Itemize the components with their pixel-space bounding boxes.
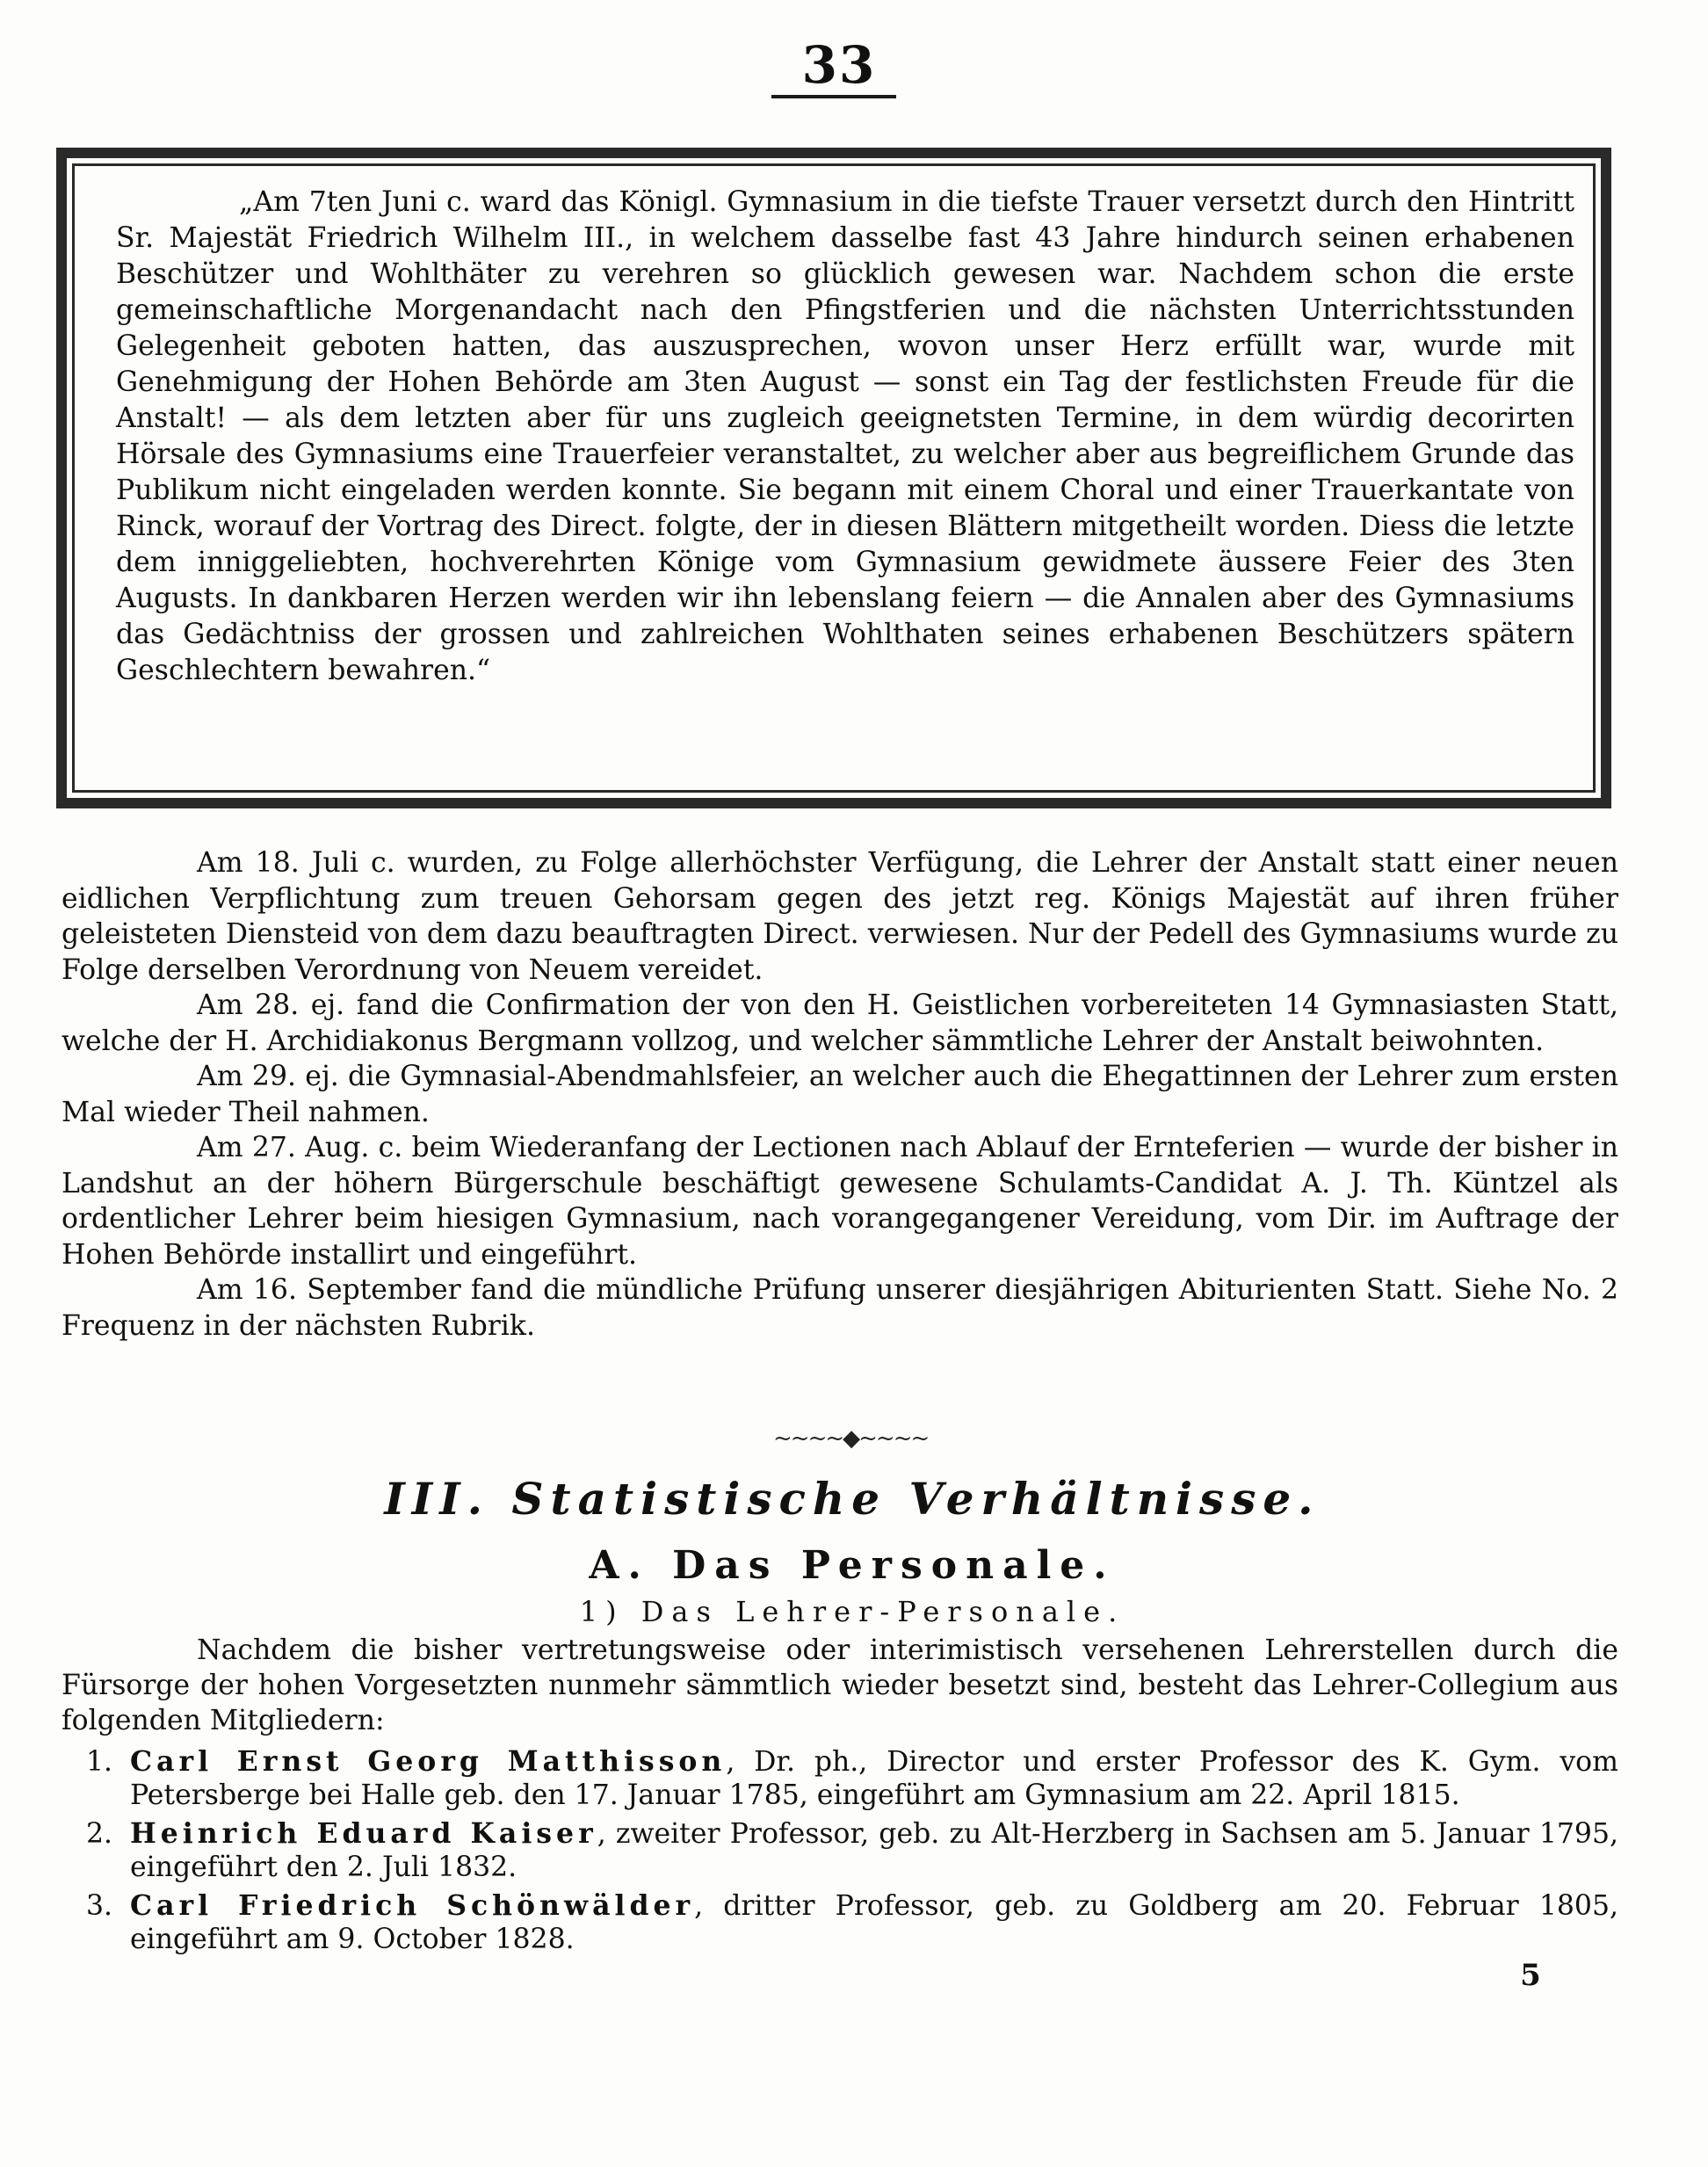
subsubsection-heading: 1) Das Lehrer-Personale. xyxy=(579,1595,1125,1628)
staff-list xyxy=(62,1745,1618,1961)
staff-entry xyxy=(130,1817,1618,1884)
sheet-signature-mark: 5 xyxy=(1520,1958,1541,1993)
intro-paragraph: Nachdem die bisher vertretungsweise oder interimistisch versehenen Lehrerstellen durch die Fürsorge der hohen Vorgesetzten nunmehr sämmtlich wieder besetzt sind, besteht das Lehrer-Collegium aus folgenden Mitgliedern: xyxy=(62,1634,1618,1736)
staff-number: 2. xyxy=(86,1818,113,1850)
staff-number: 1. xyxy=(86,1746,113,1778)
framed-quotation-box xyxy=(56,148,1611,808)
staff-intro xyxy=(62,1633,1618,1738)
staff-name: Carl Friedrich Schönwälder xyxy=(130,1889,695,1922)
chronicle-paragraph: Am 27. Aug. c. beim Wiederanfang der Lectionen nach Ablauf der Ernteferien — wurde der bisher in Landshut an der höhern Bürgerschule beschäftigt gewesene Schulamts-Candidat A. J. Th. Küntzel als ordentlicher Lehrer beim hiesigen Gymnasium, nach vorangegangener Vereidung, vom Dir. im Auftrage der Hohen Behörde installirt und eingeführt. xyxy=(62,1132,1618,1271)
staff-details: , Dr. ph., Director und erster Professor des K. Gym. vom Petersberge bei Halle geb. den 17. Januar 1785, eingeführt am Gymnasium am 22. April 1815. xyxy=(130,1746,1618,1811)
page-number-underline xyxy=(771,95,896,98)
ornament-divider: ~~~~◆~~~~ xyxy=(773,1425,929,1452)
staff-item xyxy=(62,1817,1618,1884)
page-number: 33 xyxy=(801,35,877,95)
chronicle-paragraph: Am 28. ej. fand die Confirmation der von den H. Geistlichen vorbereiteten 14 Gymnasiasten Statt, welche der H. Archidiakonus Bergmann vollzog, und welcher sämmtliche Lehrer der Anstalt beiwohnten. xyxy=(62,989,1618,1057)
chronicle-paragraph: Am 18. Juli c. wurden, zu Folge allerhöchster Verfügung, die Lehrer der Anstalt statt einer neuen eidlichen Verpflichtung zum treuen Gehorsam gegen des jetzt reg. Königs Majestät auf ihren früher geleisteten Diensteid von dem dazu beauftragten Direct. verwiesen. Nur der Pedell des Gymnasiums wurde zu Folge derselben Verordnung von Neuem vereidet. xyxy=(62,847,1618,986)
staff-item xyxy=(62,1889,1618,1956)
staff-item xyxy=(62,1745,1618,1812)
framed-paragraph: „Am 7ten Juni c. ward das Königl. Gymnasium in die tiefste Trauer versetzt durch den Hintritt Sr. Majestät Friedrich Wilhelm III., in welchem dasselbe fast 43 Jahre hindurch seinen erhabenen Beschützer und Wohlthäter zu verehren so glücklich gewesen war. Nachdem schon die erste gemeinschaftliche Morgenandacht nach den Pfingstferien und die nächsten Unterrichtsstunden Gelegenheit geboten hatten, das auszusprechen, wovon unser Herz erfüllt war, wurde mit Genehmigung der Hohen Behörde am 3ten August — sonst ein Tag der festlichsten Freude für die Anstalt! — als dem letzten aber für uns zugleich geeignetsten Termine, in dem würdig decorirten Hörsale des Gymnasiums eine Trauerfeier veranstaltet, zu welcher aber aus begreiflichem Grunde das Publikum nicht eingeladen werden konnte. Sie begann mit einem Choral und einer Trauerkantate von Rinck, worauf der Vortrag des Direct. folgte, der in diesen Blättern mitgetheilt worden. Diess die letzte dem inniggeliebten, hochverehrten Könige vom Gymnasium gewidmete äussere Feier des 3ten Augusts. In dankbaren Herzen werden wir ihn lebenslang feiern — die Annalen aber des Gymnasiums das Gedächtniss der grossen und zahlreichen Wohlthaten seines erhabenen Beschützers spätern Geschlechtern bewahren.“ xyxy=(116,186,1574,686)
subsection-heading: A. Das Personale. xyxy=(589,1543,1116,1588)
chronicle-paragraph: Am 29. ej. die Gymnasial-Abendmahlsfeier, an welcher auch die Ehegattinnen der Lehrer zum ersten Mal wieder Theil nahmen. xyxy=(62,1061,1618,1128)
staff-number: 3. xyxy=(86,1890,113,1922)
staff-details: , dritter Professor, geb. zu Goldberg am 20. Februar 1805, eingeführt am 9. October 1828. xyxy=(130,1890,1618,1955)
section-heading: III. Statistische Verhältnisse. xyxy=(384,1473,1321,1525)
staff-entry xyxy=(130,1889,1618,1956)
chronicle-section xyxy=(62,845,1618,1344)
staff-name: Carl Ernst Georg Matthisson xyxy=(130,1745,727,1778)
staff-details: , zweiter Professor, geb. zu Alt-Herzberg in Sachsen am 5. Januar 1795, eingeführt den 2. Juli 1832. xyxy=(130,1818,1618,1883)
staff-name: Heinrich Eduard Kaiser xyxy=(130,1817,597,1850)
staff-entry xyxy=(130,1745,1618,1812)
chronicle-paragraph: Am 16. September fand die mündliche Prüfung unserer diesjährigen Abiturienten Statt. Siehe No. 2 Frequenz in der nächsten Rubrik. xyxy=(62,1274,1618,1342)
framed-quotation-text xyxy=(116,185,1574,689)
